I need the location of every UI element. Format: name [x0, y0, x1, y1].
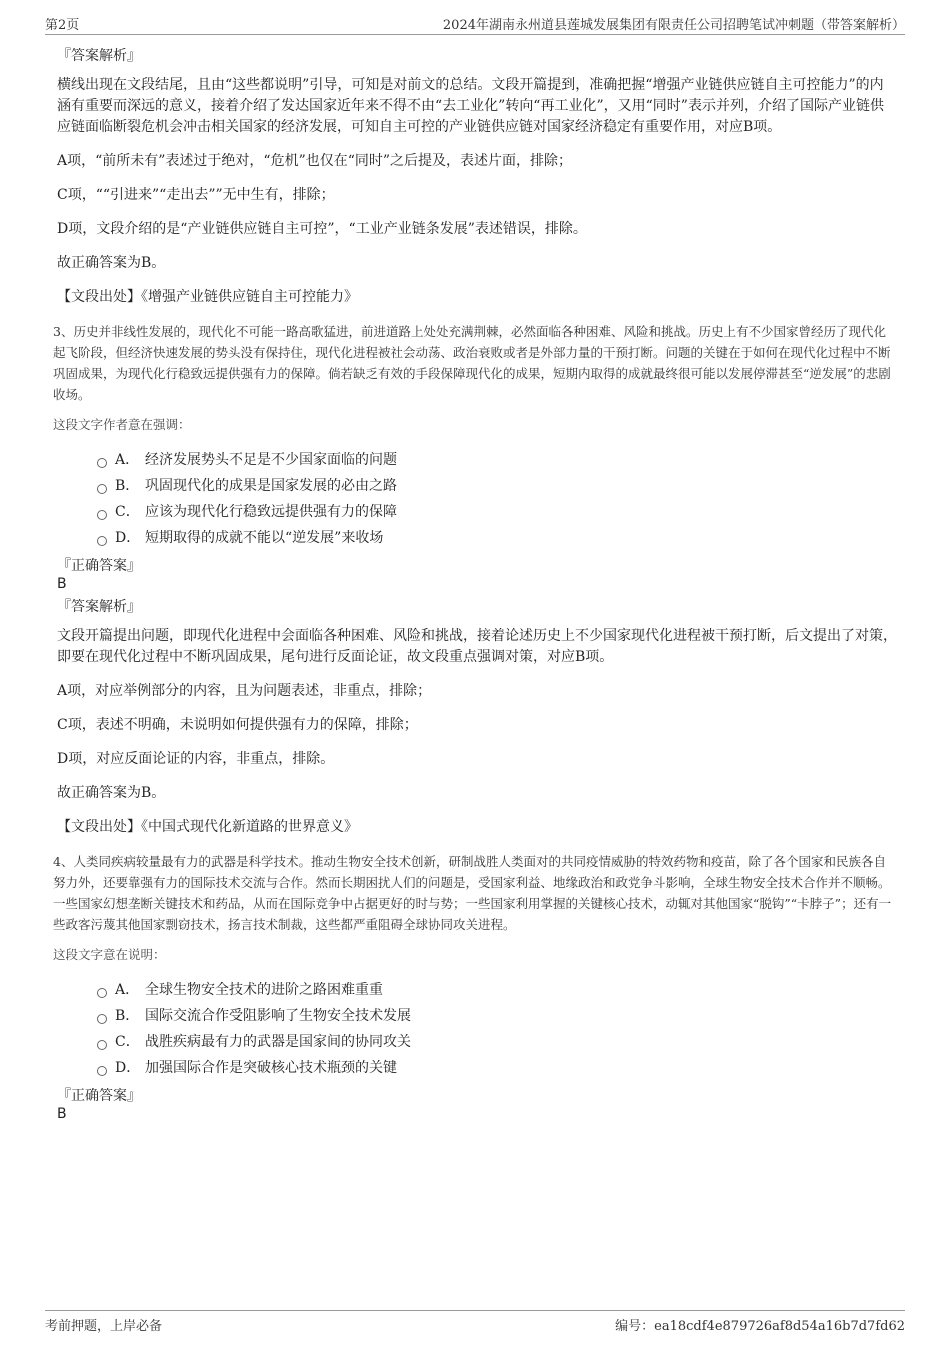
page-content — [53, 46, 897, 1127]
analysis-label: 『答案解析』 — [57, 48, 141, 64]
question-3-prompt: 这段文字作者意在强调： — [53, 417, 191, 432]
option-letter: D． — [115, 1060, 141, 1076]
option-letter: C． — [115, 504, 140, 520]
option-text: 全球生物安全技术的进阶之路困难重重 — [145, 982, 383, 998]
option-d[interactable] — [97, 1055, 897, 1081]
option-a-analysis: A项，对应举例部分的内容，且为问题表述，非重点，排除； — [57, 683, 432, 699]
option-letter: A． — [115, 982, 140, 998]
option-c[interactable] — [97, 499, 897, 525]
option-c[interactable] — [97, 1029, 897, 1055]
radio-icon[interactable] — [97, 1040, 107, 1050]
option-letter: B． — [115, 478, 140, 494]
radio-icon[interactable] — [97, 510, 107, 520]
analysis-text: 文段开篇提出问题，即现代化进程中会面临各种困难、风险和挑战，接着论述历史上不少国家现代化进程被干预打断，后文提出了对策，即要在现代化过程中不断巩固成果，尾句进行反面论证，故文段重点强调对策，对应B项。 — [57, 628, 897, 665]
radio-icon[interactable] — [97, 1066, 107, 1076]
radio-icon[interactable] — [97, 988, 107, 998]
radio-icon[interactable] — [97, 1014, 107, 1024]
analysis-text: 横线出现在文段结尾，且由“这些都说明”引导，可知是对前文的总结。文段开篇提到，准确把握“增强产业链供应链自主可控能力”的内涵有重要而深远的意义，接着介绍了发达国家近年来不得不由“去工业化”转向“再工业化”，又用“同时”表示并列，介绍了国际产业链供应链面临断裂危机会冲击相关国家的经济发展，可知自主可控的产业链供应链对国家经济稳定有重要作用，对应B项。 — [57, 77, 884, 135]
option-letter: A． — [115, 452, 140, 468]
option-d-analysis: D项，对应反面论证的内容，非重点，排除。 — [57, 751, 335, 767]
conclusion: 故正确答案为B。 — [57, 785, 166, 801]
option-text: 国际交流合作受阻影响了生物安全技术发展 — [145, 1008, 411, 1024]
page-header — [45, 14, 905, 35]
footer-slogan: 考前押题，上岸必备 — [45, 1319, 163, 1334]
source: 【文段出处】《增强产业链供应链自主可控能力》 — [57, 289, 358, 305]
option-text: 短期取得的成就不能以“逆发展”来收场 — [145, 530, 384, 546]
document-title: 2024年湖南永州道县莲城发展集团有限责任公司招聘笔试冲刺题（带答案解析） — [442, 18, 905, 33]
option-text: 战胜疾病最有力的武器是国家间的协同攻关 — [145, 1034, 411, 1050]
conclusion: 故正确答案为B。 — [57, 255, 166, 271]
option-d[interactable] — [97, 525, 897, 551]
option-text: 加强国际合作是突破核心技术瓶颈的关键 — [145, 1060, 397, 1076]
question-4-options — [97, 977, 897, 1081]
source: 【文段出处】《中国式现代化新道路的世界意义》 — [57, 819, 358, 835]
option-b[interactable] — [97, 473, 897, 499]
option-text: 经济发展势头不足是不少国家面临的问题 — [145, 452, 397, 468]
correct-answer-label: 『正确答案』 — [57, 558, 141, 574]
option-b[interactable] — [97, 1003, 897, 1029]
analysis-label: 『答案解析』 — [57, 599, 141, 615]
radio-icon[interactable] — [97, 458, 107, 468]
option-text: 应该为现代化行稳致远提供强有力的保障 — [145, 504, 397, 520]
option-a-analysis: A项，“前所未有”表述过于绝对，“危机”也仅在“同时”之后提及，表述片面，排除； — [57, 153, 573, 169]
radio-icon[interactable] — [97, 536, 107, 546]
option-letter: C． — [115, 1034, 140, 1050]
page-footer — [45, 1310, 905, 1335]
option-text: 巩固现代化的成果是国家发展的必由之路 — [145, 478, 397, 494]
option-d-analysis: D项，文段介绍的是“产业链供应链自主可控”，“工业产业链条发展”表述错误，排除。 — [57, 221, 587, 237]
page-number: 第2页 — [45, 18, 80, 33]
correct-answer-label: 『正确答案』 — [57, 1088, 141, 1104]
option-a[interactable] — [97, 977, 897, 1003]
question-3-options — [97, 447, 897, 551]
correct-answer: B — [57, 576, 67, 592]
option-a[interactable] — [97, 447, 897, 473]
document-id: 编号：ea18cdf4e879726af8d54a16b7d7fd62 — [615, 1319, 905, 1334]
question-4-text: 4、人类同疾病较量最有力的武器是科学技术。推动生物安全技术创新，研制战胜人类面对的共同疫情威胁的特效药物和疫苗，除了各个国家和民族各自努力外，还要靠强有力的国际技术交流与合作。然而长期困扰人们的问题是，受国家利益、地缘政治和政党争斗影响，全球生物安全技术合作并不顺畅。一些国家幻想垄断关键技术和药品，从而在国际竞争中占据更好的时与势；一些国家利用掌握的关键核心技术，动辄对其他国家“脱钩”“卡脖子”；还有一些政客污蔑其他国家剽窃技术，扬言技术制裁，这些都严重阻碍全球协同攻关进程。 — [53, 854, 892, 932]
option-c-analysis: C项，表述不明确，未说明如何提供强有力的保障，排除； — [57, 717, 418, 733]
correct-answer: B — [57, 1106, 67, 1122]
option-c-analysis: C项，““引进来”“走出去””无中生有，排除； — [57, 187, 335, 203]
question-4-prompt: 这段文字意在说明： — [53, 947, 166, 962]
option-letter: D． — [115, 530, 141, 546]
radio-icon[interactable] — [97, 484, 107, 494]
option-letter: B． — [115, 1008, 140, 1024]
question-3-text: 3、历史并非线性发展的，现代化不可能一路高歌猛进，前进道路上处处充满荆棘，必然面临各种困难、风险和挑战。历史上有不少国家曾经历了现代化起飞阶段，但经济快速发展的势头没有保持住，现代化进程被社会动荡、政治衰败或者是外部力量的干预打断。问题的关键在于如何在现代化过程中不断巩固成果，为现代化行稳致远提供强有力的保障。倘若缺乏有效的手段保障现代化的成果，短期内取得的成就最终很可能以发展停滞甚至“逆发展”的悲剧收场。 — [53, 324, 891, 402]
